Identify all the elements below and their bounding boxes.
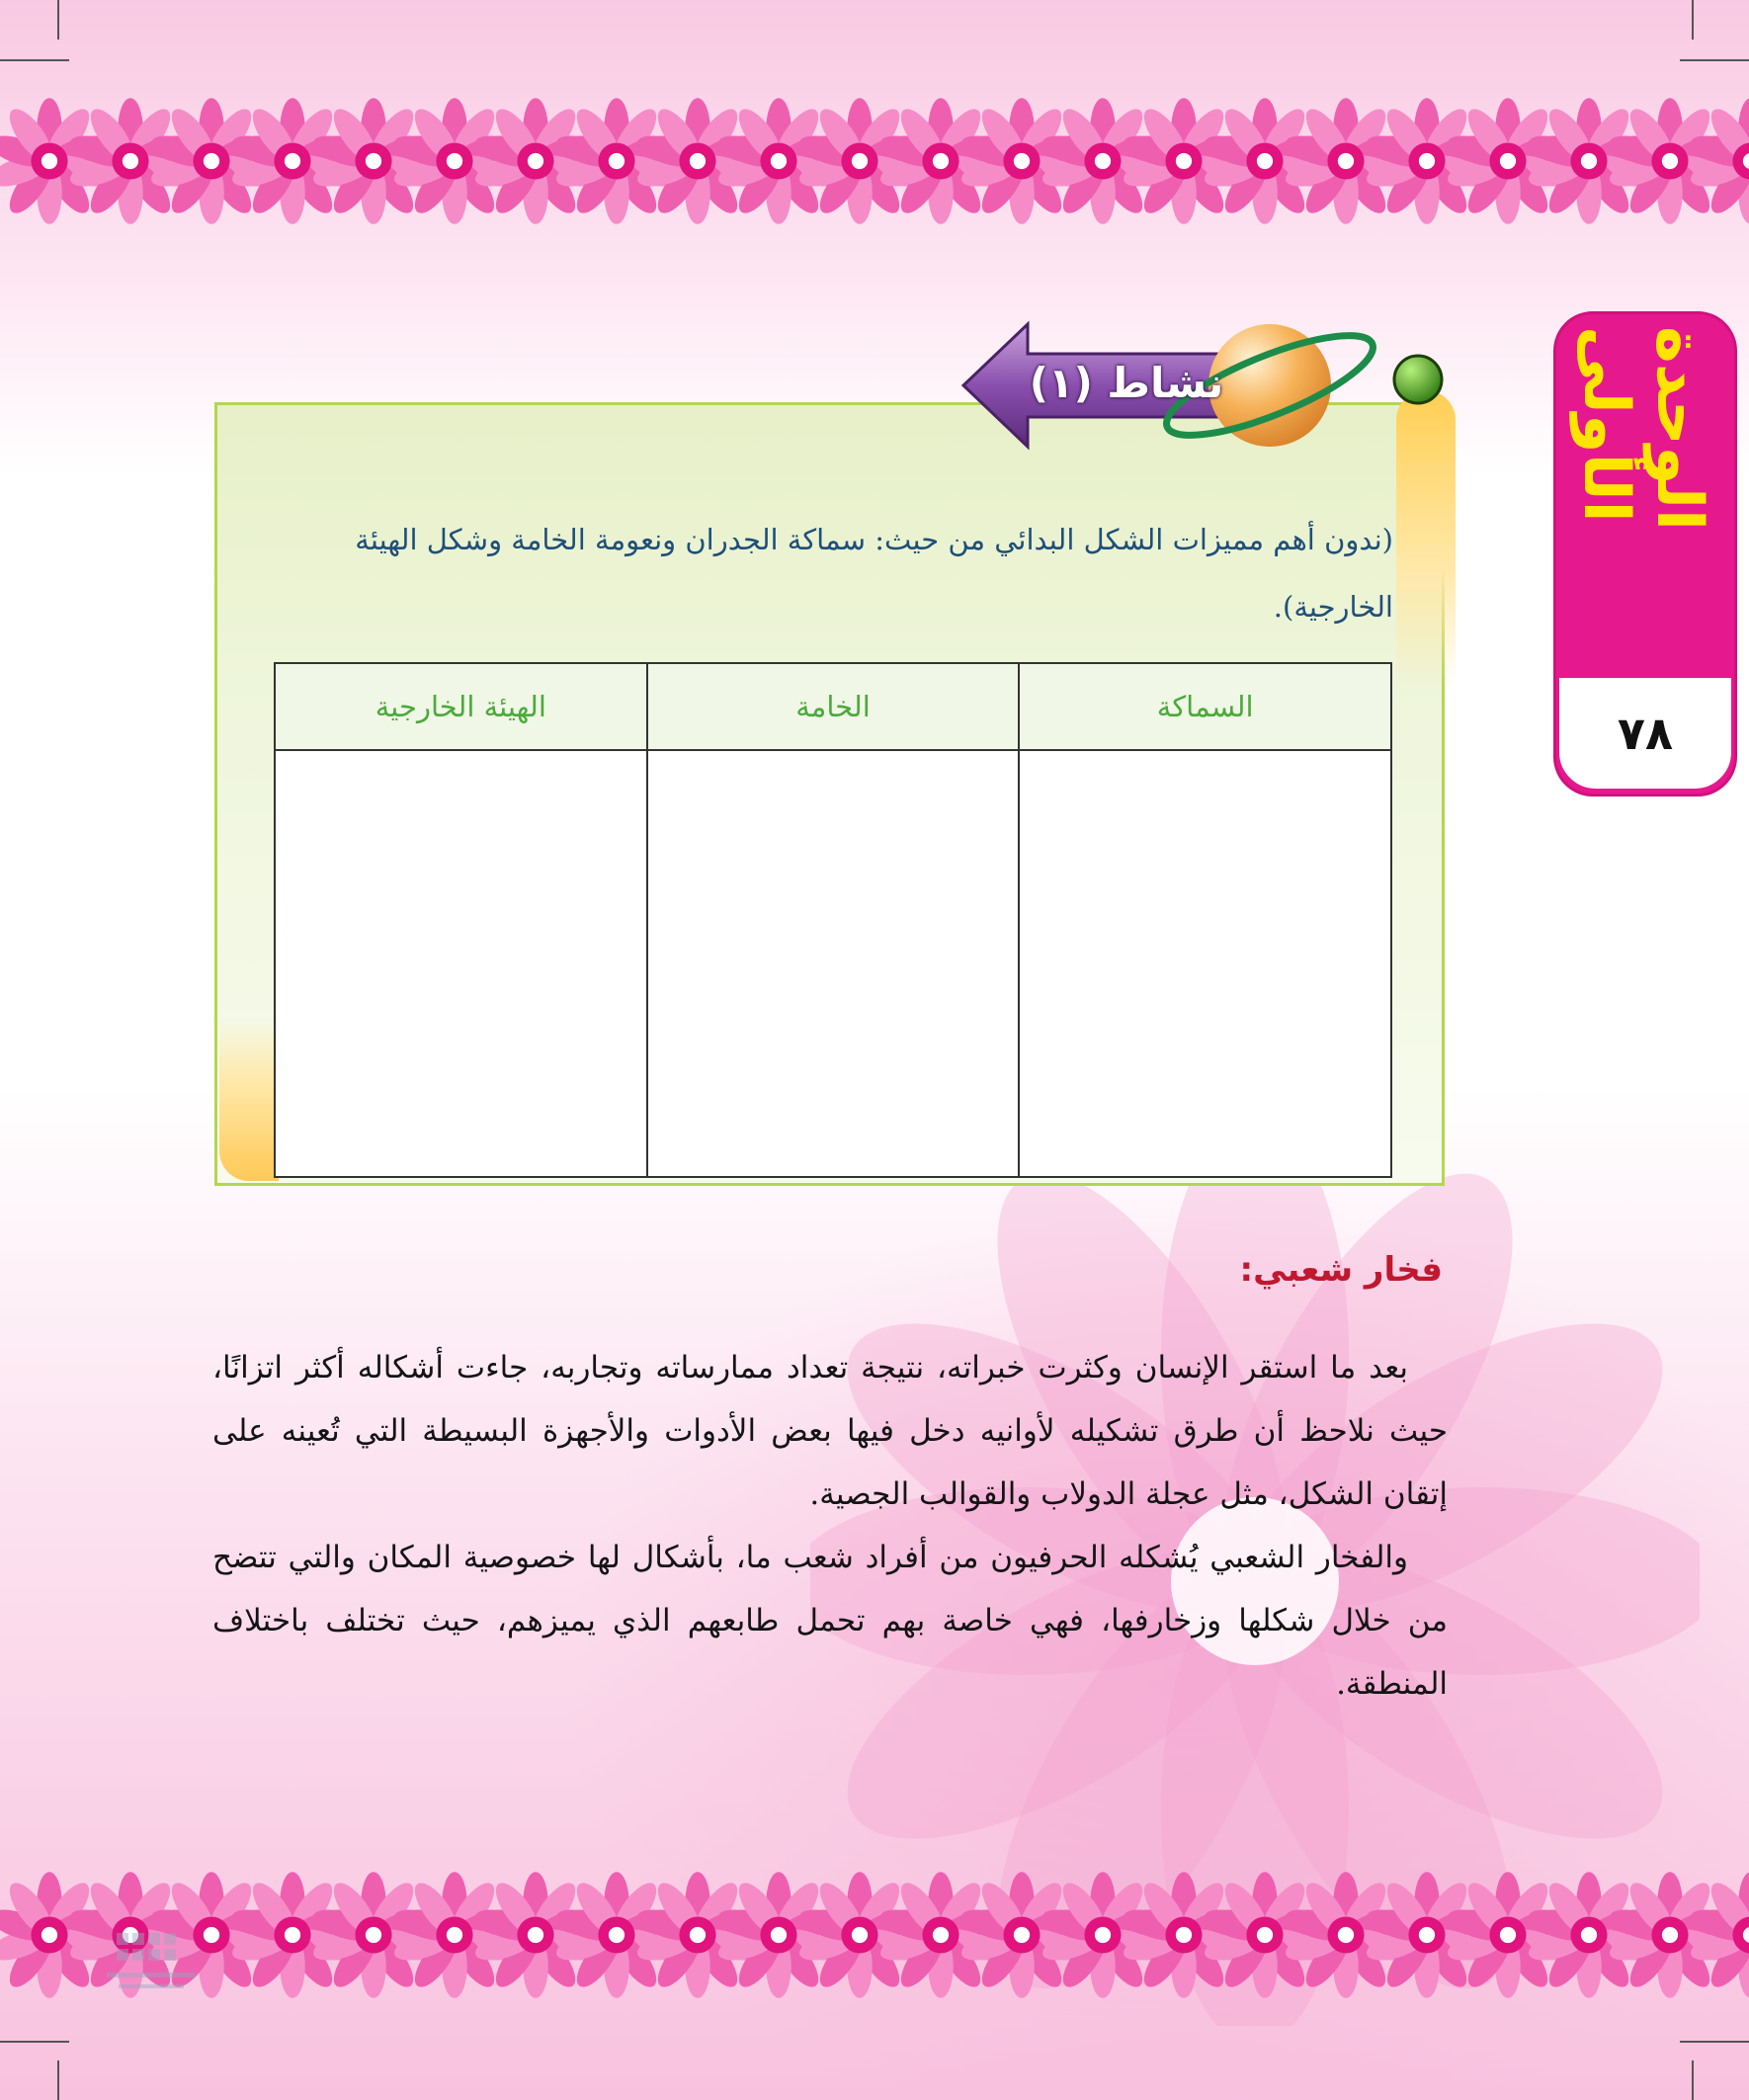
paragraph: والفخار الشعبي يُشكله الحرفيون من أفراد شعب ما، بأشكال لها خصوصية المكان والتي تتضح من خلال شكلها وزخارفها، فهي خاصة بهم تحمل طابعهم الذي يميزهم، حيث تختلف باختلاف المنطقة.	[212, 1540, 1448, 1702]
activity-instruction: (ندون أهم مميزات الشكل البدائي من حيث: سماكة الجدران ونعومة الخامة وشكل الهيئة الخارجية).	[355, 523, 1393, 624]
answer-table	[274, 662, 1392, 1178]
answer-cell[interactable]	[1019, 750, 1391, 1177]
answer-cell[interactable]	[275, 750, 647, 1177]
activity-label: نشاط (١)	[1029, 359, 1224, 407]
page-number: ٧٨	[1556, 675, 1734, 792]
column-header: السماكة	[1019, 663, 1391, 750]
publisher-logo	[97, 1925, 206, 2014]
table-header-row	[275, 663, 1391, 750]
bottom-flower-border	[0, 1858, 1749, 2006]
section-heading: فخار شعبي:	[1239, 1250, 1443, 1290]
crop-mark	[1680, 59, 1749, 61]
column-header: الهيئة الخارجية	[275, 663, 647, 750]
crop-mark	[1692, 2060, 1694, 2100]
decorative-stripe	[219, 1018, 279, 1181]
crop-mark	[1680, 2041, 1749, 2043]
body-text	[212, 1336, 1448, 1716]
unit-title: الوحدة الأولى	[1569, 326, 1715, 531]
paragraph: بعد ما استقر الإنسان وكثرت خبراته، نتيجة تعداد ممارساته وتجاربه، جاءت أشكاله أكثر اتزانًا، حيث نلاحظ أن طرق تشكيله لأوانيه دخل فيها بعض الأدوات والأجهزة البسيطة التي تُعينه على إتقان الشكل، مثل عجلة الدولاب والقوالب الجصية.	[212, 1350, 1448, 1512]
top-flower-border	[0, 84, 1749, 232]
crop-mark	[57, 0, 59, 40]
crop-mark	[0, 2041, 69, 2043]
answer-cell[interactable]	[647, 750, 1020, 1177]
crop-mark	[0, 59, 69, 61]
crop-mark	[1692, 0, 1694, 40]
crop-mark	[57, 2060, 59, 2100]
table-row	[275, 750, 1391, 1177]
column-header: الخامة	[647, 663, 1020, 750]
